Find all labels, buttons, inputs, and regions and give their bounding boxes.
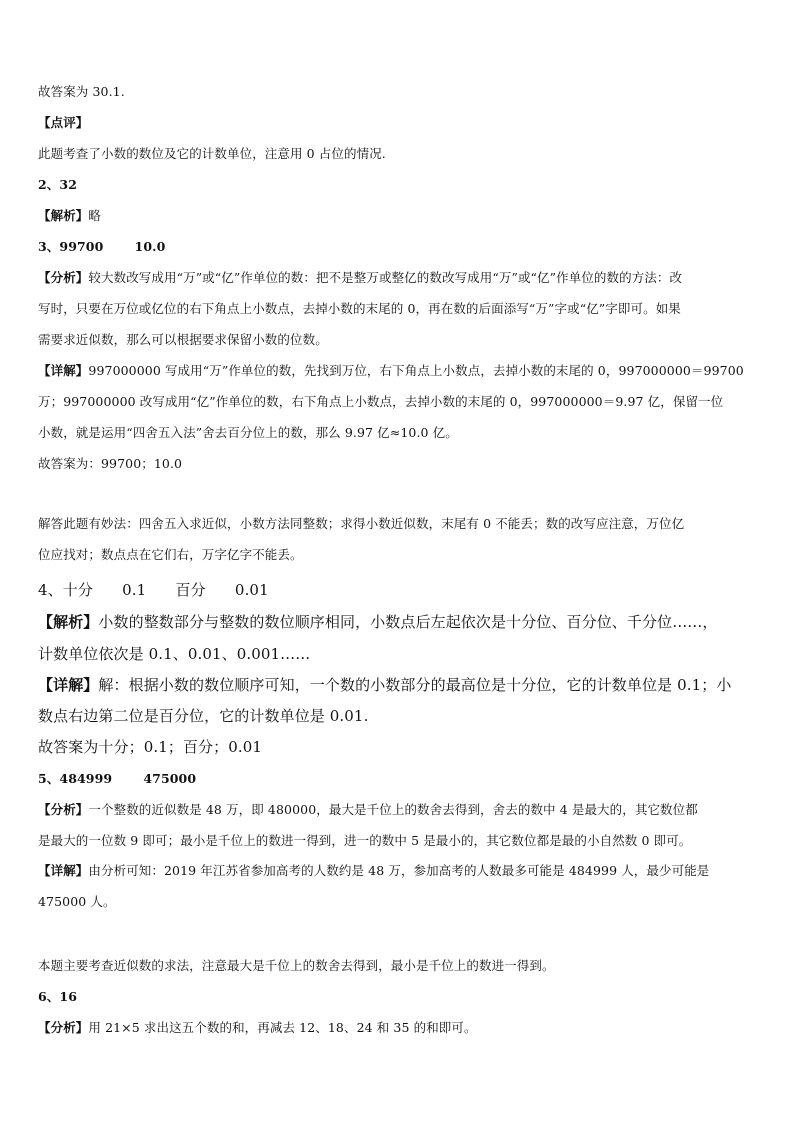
analysis-line: 【分析】一个整数的近似数是 48 万，即 480000，最大是千位上的数舍去得到，舍去的数中 4 是最大的，其它数位都 — [38, 802, 698, 817]
section-label-review: 【点评】 — [38, 115, 89, 130]
detail-line: 【详解】997000000 写成用“万”作单位的数，先找到万位，右下角点上小数点，去掉小数的末尾的 0，997000000＝99700 — [38, 363, 744, 378]
detail-line: 【详解】解：根据小数的数位顺序可知，一个数的小数部分的最高位是十分位，它的计数单位是 0.1；小 — [38, 676, 732, 694]
answer-item-5: 5、484999 475000 — [38, 771, 197, 786]
text-line: 故答案为 30.1. — [38, 84, 125, 99]
text-line: 此题考查了小数的数位及它的计数单位，注意用 0 占位的情况. — [38, 146, 386, 161]
detail-line: 【详解】由分析可知：2019 年江苏省参加高考的人数约是 48 万，参加高考的人数最多可能是 484999 人，最少可能是 — [38, 863, 710, 878]
text-line: 是最大的一位数 9 即可；最小是千位上的数进一得到，进一的数中 5 是最小的，其它数位都是最的小自然数 0 即可。 — [38, 833, 692, 848]
analysis-line: 【分析】较大数改写成用“万”或“亿”作单位的数：把不是整万或整亿的数改写成用“万”或“亿”作单位的数的方法：改 — [38, 270, 683, 285]
text-line: 位应找对；数点点在它们右，万字亿字不能丢。 — [38, 547, 303, 562]
answer-item-3: 3、99700 10.0 — [38, 239, 166, 254]
explanation-line: 【解析】小数的整数部分与整数的数位顺序相同，小数点后左起依次是十分位、百分位、千分位……， — [38, 613, 718, 631]
text-line: 写时，只要在万位或亿位的右下角点上小数点，去掉小数的末尾的 0，再在数的后面添写“万”字或“亿”字即可。如果 — [38, 301, 681, 316]
analysis-line: 【分析】用 21×5 求出这五个数的和，再减去 12、18、24 和 35 的和即可。 — [38, 1020, 477, 1035]
text-line: 需要求近似数，那么可以根据要求保留小数的位数。 — [38, 332, 328, 347]
answer-item-4: 4、十分 0.1 百分 0.01 — [38, 581, 269, 599]
text-line: 计数单位依次是 0.1、0.01、0.001…… — [38, 645, 311, 663]
answer-item-6: 6、16 — [38, 989, 77, 1004]
text-line: 本题主要考查近似数的求法，注意最大是千位上的数舍去得到，最小是千位上的数进一得到。 — [38, 958, 555, 973]
text-line: 475000 人。 — [38, 894, 116, 909]
text-line: 故答案为：99700；10.0 — [38, 456, 183, 471]
text-line: 故答案为十分；0.1；百分；0.01 — [38, 738, 263, 756]
answer-item-2: 2、32 — [38, 177, 77, 192]
explanation-line: 【解析】略 — [38, 208, 102, 223]
text-line: 万；997000000 改写成用“亿”作单位的数，右下角点上小数点，去掉小数的末尾的 0，997000000＝9.97 亿，保留一位 — [38, 394, 724, 409]
text-line: 数点右边第二位是百分位，它的计数单位是 0.01. — [38, 707, 369, 725]
text-line: 解答此题有妙法：四舍五入求近似，小数方法同整数；求得小数近似数，末尾有 0 不能丢；数的改写应注意，万位亿 — [38, 516, 685, 531]
text-line: 小数，就是运用“四舍五入法”舍去百分位上的数，那么 9.97 亿≈10.0 亿。 — [38, 425, 458, 440]
